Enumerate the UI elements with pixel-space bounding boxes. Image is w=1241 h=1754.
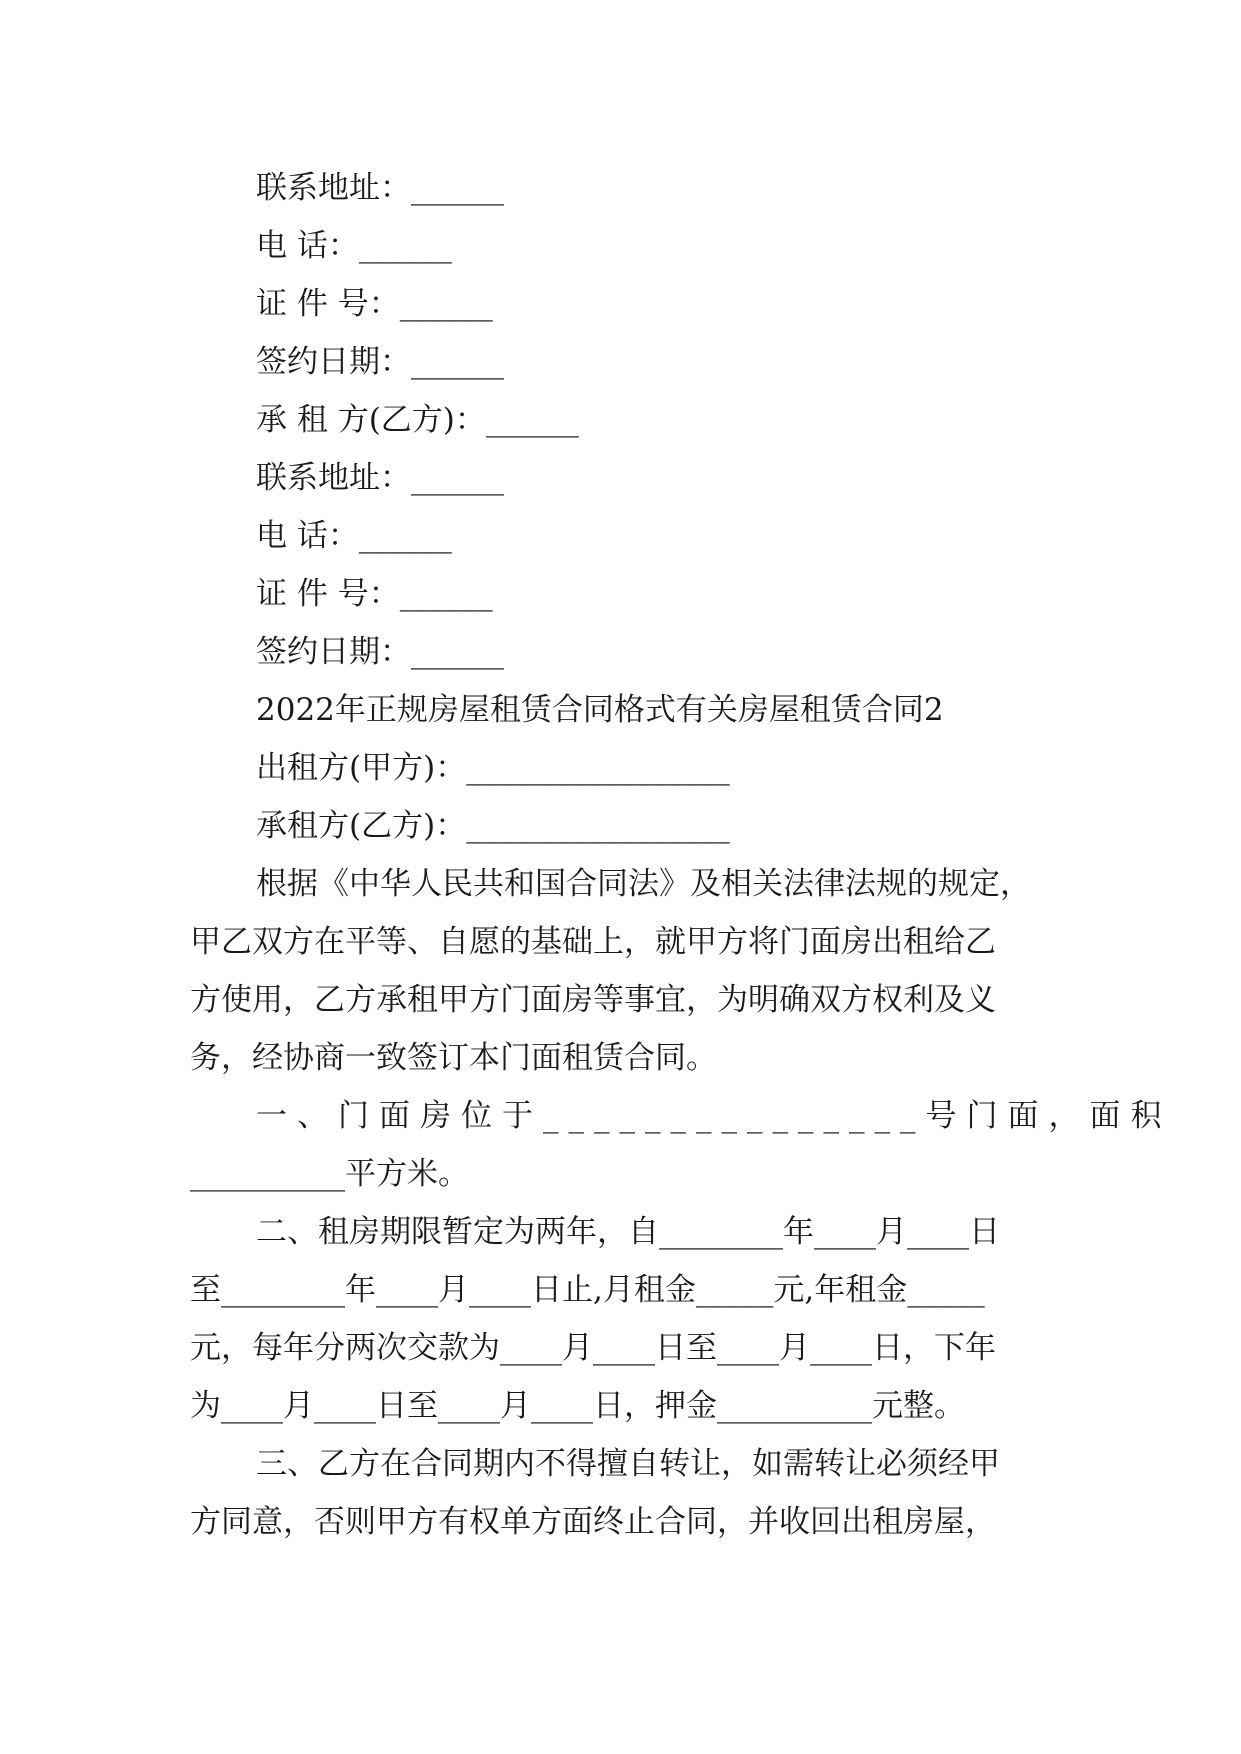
lessor-phone-line: 电 话：______: [256, 228, 452, 264]
lessee-phone-line: 电 话：______: [256, 518, 452, 554]
lessor-sign-date-line: 签约日期：______: [256, 344, 504, 380]
preamble-line-2: 甲乙双方在平等、自愿的基础上，就甲方将门面房出租给乙: [190, 924, 996, 960]
clause-2-line-4: 为____月____日至____月____日，押金__________元整。: [190, 1388, 965, 1424]
lessee-party-line: 承 租 方(乙方)：______: [256, 402, 579, 438]
preamble-line-1: 根据《中华人民共和国合同法》及相关法律法规的规定，: [256, 866, 1031, 902]
clause-3-line-1: 三、乙方在合同期内不得擅自转让，如需转让必须经甲: [256, 1446, 1000, 1482]
clause-1-line-1: 一、门面房位于_______________号门面，面积: [256, 1098, 1172, 1134]
clause-2-line-1: 二、租房期限暂定为两年，自________年____月____日: [256, 1214, 1000, 1250]
clause-3-line-2: 方同意，否则甲方有权单方面终止合同，并收回出租房屋，: [190, 1504, 996, 1540]
section-title: 2022年正规房屋租赁合同格式有关房屋租赁合同2: [256, 692, 944, 728]
preamble-line-4: 务，经协商一致签订本门面租赁合同。: [190, 1040, 717, 1076]
lessor-party-line: 出租方(甲方)：_________________: [256, 750, 730, 786]
lessee-address-line: 联系地址：______: [256, 460, 504, 496]
lessor-address-line: 联系地址：______: [256, 170, 504, 206]
clause-2-line-2: 至________年____月____日止,月租金_____元,年租金_____: [190, 1272, 985, 1308]
clause-2-line-3: 元，每年分两次交款为____月____日至____月____日，下年: [190, 1330, 996, 1366]
preamble-line-3: 方使用，乙方承租甲方门面房等事宜，为明确双方权利及义: [190, 982, 996, 1018]
lessee-sign-date-line: 签约日期：______: [256, 634, 504, 670]
clause-1-line-2: __________平方米。: [190, 1156, 469, 1192]
lessee-id-line: 证 件 号：______: [256, 576, 493, 612]
lessee-party-line-2: 承租方(乙方)：_________________: [256, 808, 730, 844]
lessor-id-line: 证 件 号：______: [256, 286, 493, 322]
